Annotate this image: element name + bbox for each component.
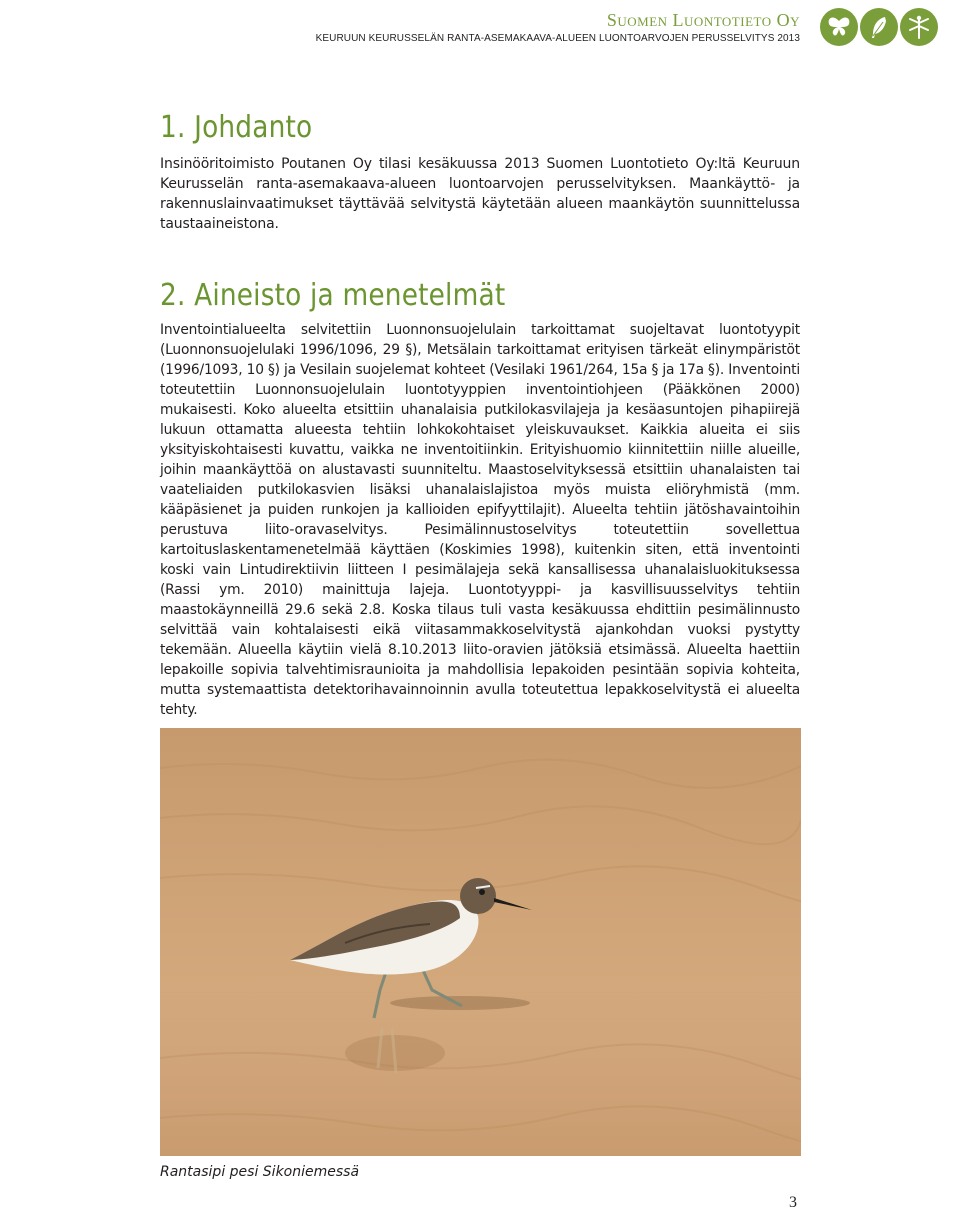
heading-johdanto: 1. Johdanto [160, 110, 313, 145]
sandpiper-photo [160, 728, 801, 1156]
heading-aineisto-ja-menetelmat: 2. Aineisto ja menetelmät [160, 278, 506, 313]
butterfly-icon [820, 8, 858, 46]
paragraph-aineisto: Inventointialueelta selvitettiin Luonnonsuojelulain tarkoittamat suojeltavat luontotyypit (Luonnonsuojelulaki 1996/1096, 29 §), Metsälain tarkoittamat erityisen tärkeät elinympäristöt (1996/1093, 10 §) ja Vesilain suojelemat kohteet (Vesilaki 1961/264, 15a § ja 17a §). Inventointi toteutettiin Luonnonsuojelulain luontotyyppien inventointiohjeen (Pääkkönen 2000) mukaisesti. Koko alueelta etsittiin uhanalaisia putkilokasvilajeja ja kesäasuntojen pihapiirejä lukuun ottamatta alueesta tehtiin lohkokohtaiset yleiskuvaukset. Kaikkia alueita ei siis yksityiskohtaisesti kuvattu, vaikka ne inventoitiinkin. Erityishuomio kiinnitettiin niille alueille, joihin maankäyttöä on alustavasti suunniteltu. Maastoselvityksessä etsittiin uhanalaisten tai vaateliaiden putkilokasvien lisäksi uhanalaislajistoa myös muista eliöryhmistä (mm. kääpäsienet ja puiden runkojen ja kallioiden epifyyttilajit). Alueelta tehtiin jätöshavaintoihin perustuva liito-oravaselvitys. Pesimälinnustoselvitys toteutettiin sovellettua kartoituslaskentamenetelmää käyttäen (Koskimies 1998), kuitenkin siten, että inventointi koski vain Lintudirektiivin liitteen I pesimälajeja sekä kansallisessa uhanalaisluokituksessa (Rassi ym. 2010) mainittuja lajeja. Luontotyyppi- ja kasvillisuusselvitys tehtiin maastokäynneillä 29.6 sekä 2.8. Koska tilaus tuli vasta kesäkuussa ehdittiin pesimälinnusto selvittää vain kohtalaisesti eikä viitasammakkoselvitystä ajankohdan vuoksi pystytty tekemään. Alueella käytiin vielä 8.10.2013 liito-oravien jätöksiä etsimässä. Alueelta haettiin lepakoille sopivia talvehtimisraunioita ja mahdollisia lepakoiden pesintään sopivia kohteita, mutta systemaattista detektorihavainnoinnin avulla toteutettua lepakkoselvitystä ei alueelta tehty. [160, 322, 800, 718]
header-title: Suomen Luontotieto Oy [606, 10, 800, 30]
page-number: 3 [789, 1194, 797, 1211]
feather-icon [860, 8, 898, 46]
header-logos [820, 8, 942, 48]
dragonfly-icon [900, 8, 938, 46]
header-subtitle: KEURUUN KEURUSSELÄN RANTA-ASEMAKAAVA-ALUEEN LUONTOARVOJEN PERUSSELVITYS 2013 [315, 33, 800, 44]
paragraph-johdanto: Insinööritoimisto Poutanen Oy tilasi kesäkuussa 2013 Suomen Luontotieto Oy:ltä Keuruun Keurusselän ranta-asemakaava-alueen luontoarvojen perusselvityksen. Maankäyttö- ja rakennuslainvaatimukset täyttävää selvitystä käytetään alueen maankäytön suunnittelussa taustaaineistona. [160, 156, 800, 232]
figure-caption: Rantasipi pesi Sikoniemessä [160, 1164, 360, 1180]
